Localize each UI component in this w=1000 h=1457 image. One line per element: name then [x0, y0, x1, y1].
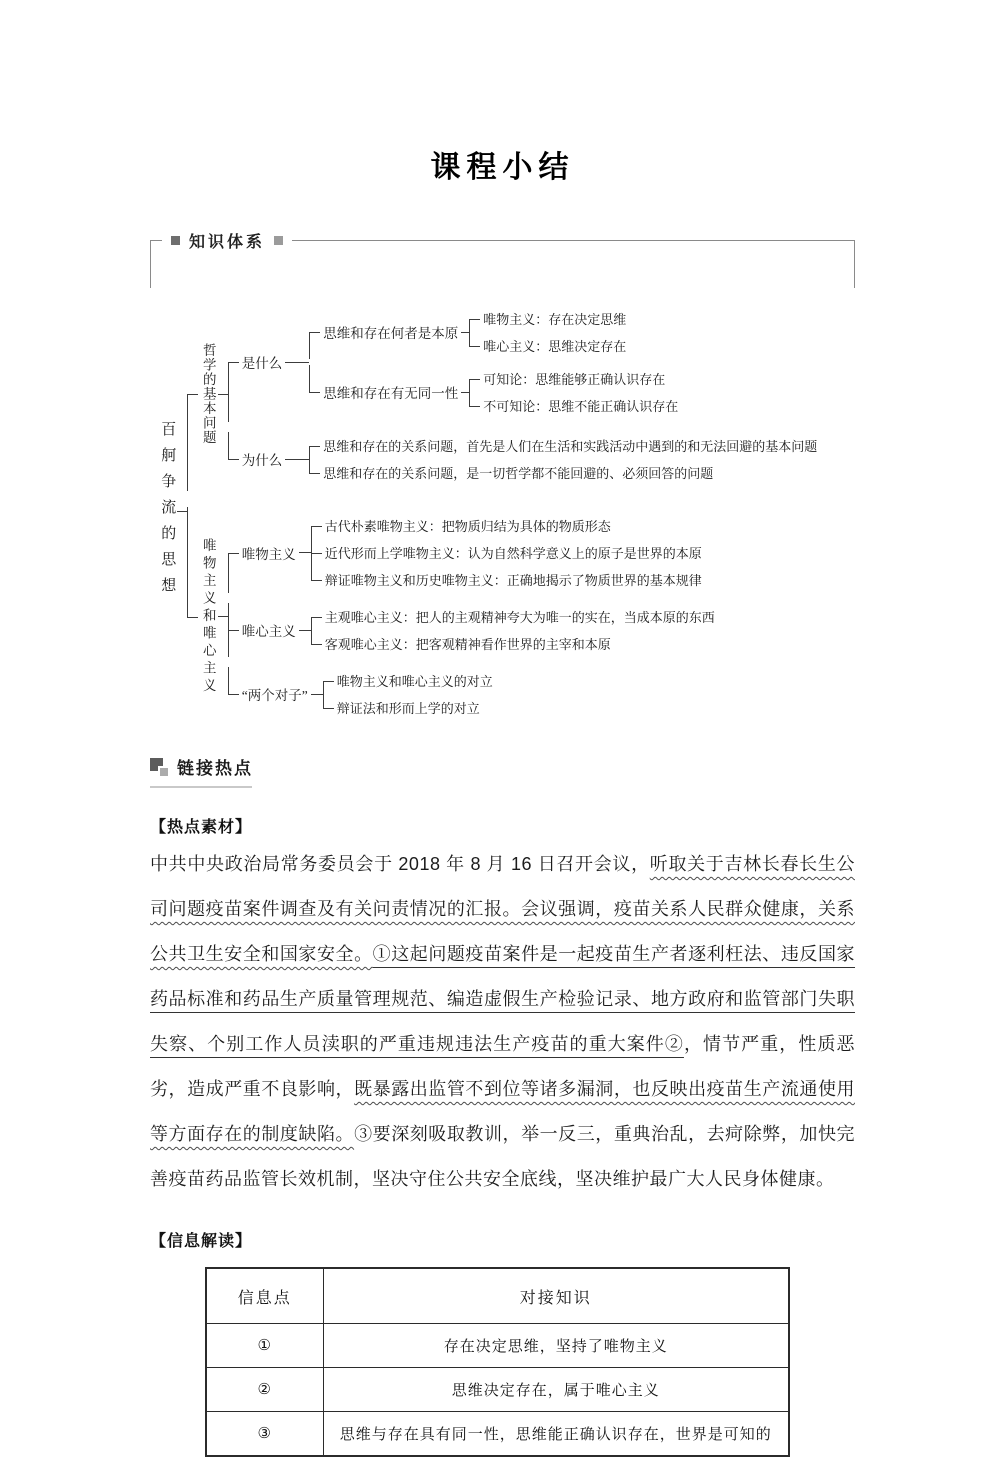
tree-connector	[461, 392, 469, 393]
two-tone-square-icon	[150, 758, 168, 776]
table-header-row	[206, 1268, 789, 1324]
hot-material-label: 【热点素材】	[150, 819, 253, 836]
tree-connector	[299, 630, 311, 631]
tree-root-branch	[156, 289, 855, 734]
tree-leaf: 可知论：思维能够正确认识存在	[483, 372, 666, 387]
tree-branch-two-pairs	[228, 667, 715, 721]
tree-connector	[311, 694, 323, 695]
tree-connector	[299, 552, 311, 553]
tree-branch-identity	[309, 365, 678, 419]
tree-branch-origin	[309, 305, 678, 359]
tree-connector	[461, 332, 469, 333]
knowledge-section-title: 知识体系	[189, 234, 266, 251]
tree-node-idealism: 唯心主义	[241, 624, 296, 639]
tree-branch-materialism	[228, 512, 715, 593]
tree-node-philosophy: 哲学的基本问题	[200, 343, 216, 445]
tree-root-label: 百舸争流的思想	[159, 420, 176, 603]
tree-connector	[285, 459, 309, 460]
tree-connector	[218, 394, 228, 395]
tree-node-materialism: 唯物主义	[241, 546, 296, 562]
tree-node-schools: 唯物主义和唯心主义	[200, 537, 216, 696]
tree-leaf: 辩证法和形而上学的对立	[336, 701, 480, 716]
paragraph-segment: 中共中央政治局常务委员会于 2018 年 8 月 16 日召开会议，	[150, 854, 650, 874]
table-header-knowledge: 对接知识	[323, 1268, 789, 1324]
hotspot-paragraph	[150, 842, 855, 1202]
table-cell-point: ②	[206, 1368, 323, 1412]
knowledge-tree	[150, 241, 855, 740]
tree-node-what: 是什么	[241, 356, 283, 371]
table-cell-knowledge: 思维与存在具有同一性，思维能正确认识存在，世界是可知的	[323, 1412, 789, 1457]
tree-branch-what	[228, 302, 818, 422]
frame-right-stub	[854, 240, 855, 288]
section-underline	[150, 786, 252, 788]
tree-leaf: 辩证唯物主义和历史唯物主义：正确地揭示了物质世界的基本规律	[324, 573, 702, 588]
knowledge-section-header	[162, 229, 292, 252]
tree-node-origin: 思维和存在何者是本原	[323, 326, 459, 341]
tree-branch-philosophy	[187, 297, 910, 491]
tree-branch-why	[228, 432, 818, 486]
page-content	[150, 0, 855, 1457]
tree-leaf: 唯物主义和唯心主义的对立	[336, 674, 493, 689]
interpretation-table	[205, 1267, 790, 1457]
square-bullet-icon	[274, 236, 283, 245]
tree-node-identity: 思维和存在有无同一性	[323, 386, 459, 401]
paragraph-segment: ③要深刻吸取教训，举一反三，重典治乱，去疴除弊，加快完善疫苗药品监管长效机制，坚决守住公共安全底线，坚决维护最广大人民身体健康。	[150, 1124, 855, 1189]
tree-branch-idealism	[228, 603, 715, 657]
page-title: 课程小结	[430, 151, 575, 184]
paragraph-segment-wavy-underline: 既暴露出监管不到位等诸多漏洞，也反映出疫苗生产流通使用等方面存在的制度缺陷。	[150, 1079, 855, 1144]
square-bullet-icon	[171, 236, 180, 245]
tree-leaf: 不可知论：思维不能正确认识存在	[483, 399, 679, 414]
tree-leaf: 唯物主义：存在决定思维	[483, 312, 627, 327]
knowledge-frame	[150, 234, 855, 740]
tree-connector	[177, 511, 187, 512]
table-row	[206, 1324, 789, 1368]
table-header-info-point: 信息点	[206, 1268, 323, 1324]
interpretation-label: 【信息解读】	[150, 1233, 253, 1250]
tree-node-two-pairs: “两个对子”	[241, 688, 308, 703]
tree-leaf: 思维和存在的关系问题，首先是人们在生活和实践活动中遇到的和无法回避的基本问题	[323, 439, 818, 454]
paragraph-segment-underline: ①这起问题疫苗案件是一起疫苗生产者逐利枉法、违反国家药品标准和药品生产质量管理规范、编造虚假生产检验记录、地方政府和监管部门失职失察、个别工作人员渎职的严重违规违法生产疫苗的重大案件②	[150, 944, 856, 1054]
tree-leaf: 客观唯心主义：把客观精神看作世界的主宰和本原	[324, 637, 611, 652]
tree-leaf: 思维和存在的关系问题，是一切哲学都不能回避的、必须回答的问题	[323, 466, 714, 481]
hotspot-section-header	[150, 754, 855, 779]
tree-node-why: 为什么	[241, 453, 283, 468]
tree-leaf: 主观唯心主义：把人的主观精神夸大为唯一的实在，当成本原的东西	[324, 610, 715, 625]
paragraph-segment: ，情节严重，性质恶劣，造成严重不良影响，	[150, 1034, 856, 1099]
table-row	[206, 1412, 789, 1457]
tree-leaf: 唯心主义：思维决定存在	[483, 339, 627, 354]
table-cell-knowledge: 思维决定存在，属于唯心主义	[323, 1368, 789, 1412]
tree-leaf: 近代形而上学唯物主义：认为自然科学意义上的原子是世界的本原	[324, 546, 702, 561]
table-cell-knowledge: 存在决定思维，坚持了唯物主义	[323, 1324, 789, 1368]
hotspot-section-title: 链接热点	[177, 759, 253, 778]
table-cell-point: ③	[206, 1412, 323, 1457]
table-cell-point: ①	[206, 1324, 323, 1368]
tree-connector	[285, 362, 309, 363]
tree-branch-schools	[187, 507, 910, 726]
tree-connector	[218, 616, 228, 617]
tree-leaf: 古代朴素唯物主义：把物质归结为具体的物质形态	[324, 519, 611, 534]
table-row	[206, 1368, 789, 1412]
frame-left-stub	[150, 240, 151, 288]
paragraph-segment-wavy-underline: 听取关于吉林长春长生公司问题疫苗案件调查及有关问责情况的汇报。会议强调，疫苗关系人民群众健康，关系公共卫生安全和国家安全。	[150, 854, 855, 964]
